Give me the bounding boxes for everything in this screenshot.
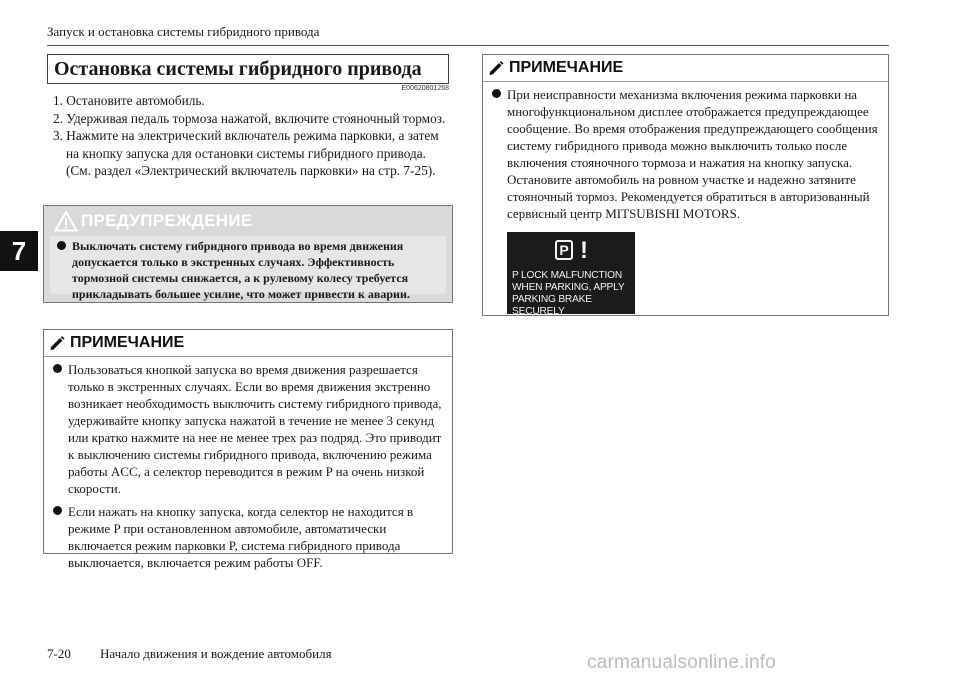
header-rule xyxy=(47,45,889,46)
footer-page-number: 7-20 xyxy=(47,646,71,661)
bullet-dot-icon xyxy=(57,241,66,250)
note-body-right xyxy=(483,82,888,222)
section-code: E00620801268 xyxy=(401,85,449,92)
note-item-text: Пользоваться кнопкой запуска во время движения разрешается только в экстренных случаях. Если во время движения экстренно возникает необходимость выключить систему гибридного привода, удерживайте кнопку запуска нажатой в течение не менее 3 секунд или кратко нажмите на нее не менее трех раз подряд. Это приводит к выключению системы гибридного привода, включению режима работы ACC, а селектор переводится в режим P на очень низкой скорости. xyxy=(68,362,442,496)
note-item xyxy=(52,503,448,571)
note-body-left xyxy=(44,357,452,571)
pencil-icon xyxy=(48,334,66,352)
footer-chapter-title: Начало движения и вождение автомобиля xyxy=(100,646,332,661)
note-title-left: ПРИМЕЧАНИЕ xyxy=(70,334,185,351)
display-message xyxy=(512,270,635,318)
warning-body xyxy=(50,236,446,301)
steps-list xyxy=(53,92,449,180)
display-line-2: WHEN PARKING, APPLY xyxy=(512,282,625,293)
exclamation-icon: ! xyxy=(580,237,588,264)
warning-header xyxy=(44,206,452,236)
warning-item xyxy=(56,238,442,302)
step-2: 2. Удерживая педаль тормоза нажатой, включите стояночный тормоз. xyxy=(53,110,446,126)
note-item-text: Если нажать на кнопку запуска, когда селектор не находится в режиме P при остановленном автомобиле, автоматически включается режим парковки P, система гибридного привода выключается, включается режим работы OFF. xyxy=(68,504,414,570)
warning-item-text: Выключать систему гибридного привода во время движения допускается только в экстренных случаях. Эффективность тормозной системы снижается, а к рулевому колесу требуется прикладывать большее усилие, что может привести к аварии. xyxy=(72,239,410,301)
parking-p-icon: P xyxy=(555,240,573,260)
pencil-icon xyxy=(487,59,505,77)
display-line-3: PARKING BRAKE SECURELY xyxy=(512,294,592,317)
running-header: Запуск и остановка системы гибридного привода xyxy=(47,24,320,39)
note-item-text: При неисправности механизма включения режима парковки на многофункциональном дисплее отображается предупреждающее сообщение. Во время отображения предупреждающего сообщения систему гибридного привода можно выключить только после включения стояночного тормоза и нажатия на кнопку запуска. Остановите автомобиль на ровном участке и надежно затяните стояночный тормоз. Рекомендуется обратиться в авторизованный сервисный центр MITSUBISHI MOTORS. xyxy=(507,87,878,221)
chapter-tab: 7 xyxy=(0,231,38,271)
warning-triangle-icon xyxy=(54,210,78,232)
display-screen-image xyxy=(507,232,635,317)
note-item xyxy=(491,86,884,222)
warning-title: ПРЕДУПРЕЖДЕНИЕ xyxy=(81,211,253,230)
section-title: Остановка системы гибридного привода xyxy=(47,54,449,84)
note-item xyxy=(52,361,448,497)
note-title-right: ПРИМЕЧАНИЕ xyxy=(509,59,624,76)
note-box-left xyxy=(43,329,453,570)
note-header-left xyxy=(44,330,452,357)
display-line-1: P LOCK MALFUNCTION xyxy=(512,270,622,281)
watermark: carmanualsonline.info xyxy=(587,652,777,673)
bullet-dot-icon xyxy=(492,89,501,98)
bullet-dot-icon xyxy=(53,506,62,515)
bullet-dot-icon xyxy=(53,364,62,373)
step-1: 1. Остановите автомобиль. xyxy=(53,93,205,108)
warning-box xyxy=(43,205,453,303)
step-3: 3. Нажмите на электрический включатель режима парковки, а затем на кнопку запуска для остановки системы гибридного привода. (См. раздел «Электрический включатель парковки» на стр. 7-25). xyxy=(53,128,439,178)
note-box-right xyxy=(482,54,889,316)
note-header-right xyxy=(483,55,888,82)
